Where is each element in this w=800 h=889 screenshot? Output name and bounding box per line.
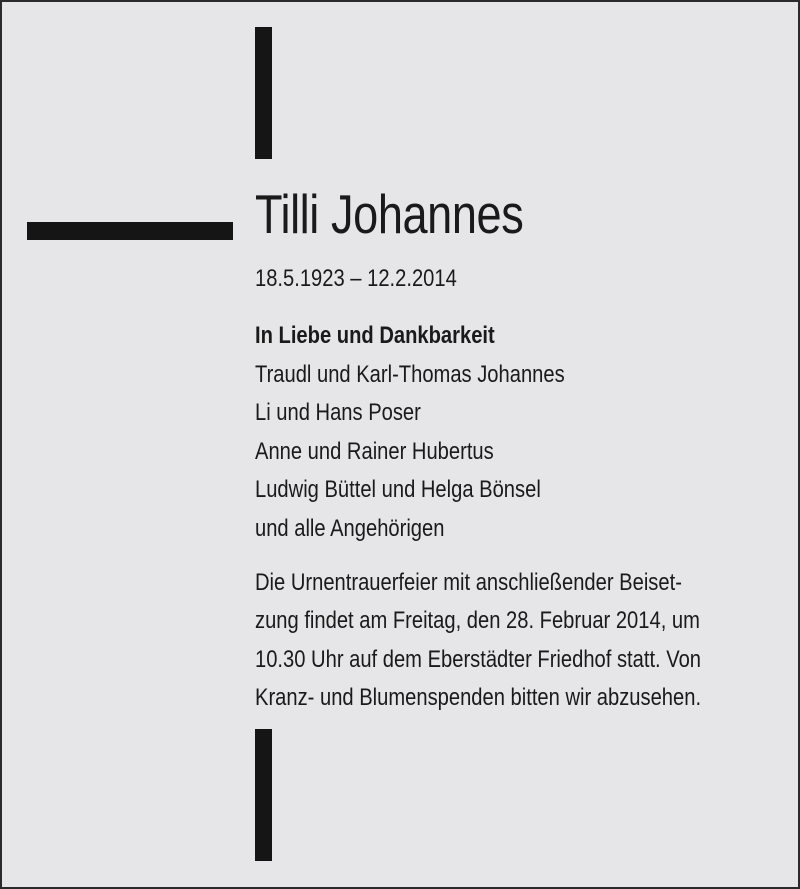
mourner-line: Li und Hans Poser: [255, 399, 421, 427]
mourner-line: Traudl und Karl-Thomas Johannes: [255, 360, 565, 388]
mourner-line: Ludwig Büttel und Helga Bönsel: [255, 476, 541, 504]
deceased-name: Tilli Johannes: [255, 183, 524, 245]
mourner-line: und alle Angehörigen: [255, 514, 445, 542]
cross-top-bar: [255, 27, 272, 159]
ceremony-line: Die Urnentrauerfeier mit anschließender Beiset-: [255, 569, 682, 596]
ceremony-line: Kranz- und Blumenspenden bitten wir abzusehen.: [255, 684, 702, 712]
ceremony-details: [255, 564, 701, 718]
cross-bottom-bar: [255, 729, 272, 861]
mourner-line: Anne und Rainer Hubertus: [255, 437, 494, 465]
ceremony-line: 10.30 Uhr auf dem Eberstädter Friedhof statt. Von: [255, 645, 702, 673]
life-dates: 18.5.1923 – 12.2.2014: [255, 265, 457, 292]
ceremony-line: zung findet am Freitag, den 28. Februar 2014, um: [255, 607, 700, 635]
mourners-block: [255, 317, 565, 549]
cross-left-bar: [27, 222, 233, 240]
mourners-heading: In Liebe und Dankbarkeit: [255, 322, 495, 349]
